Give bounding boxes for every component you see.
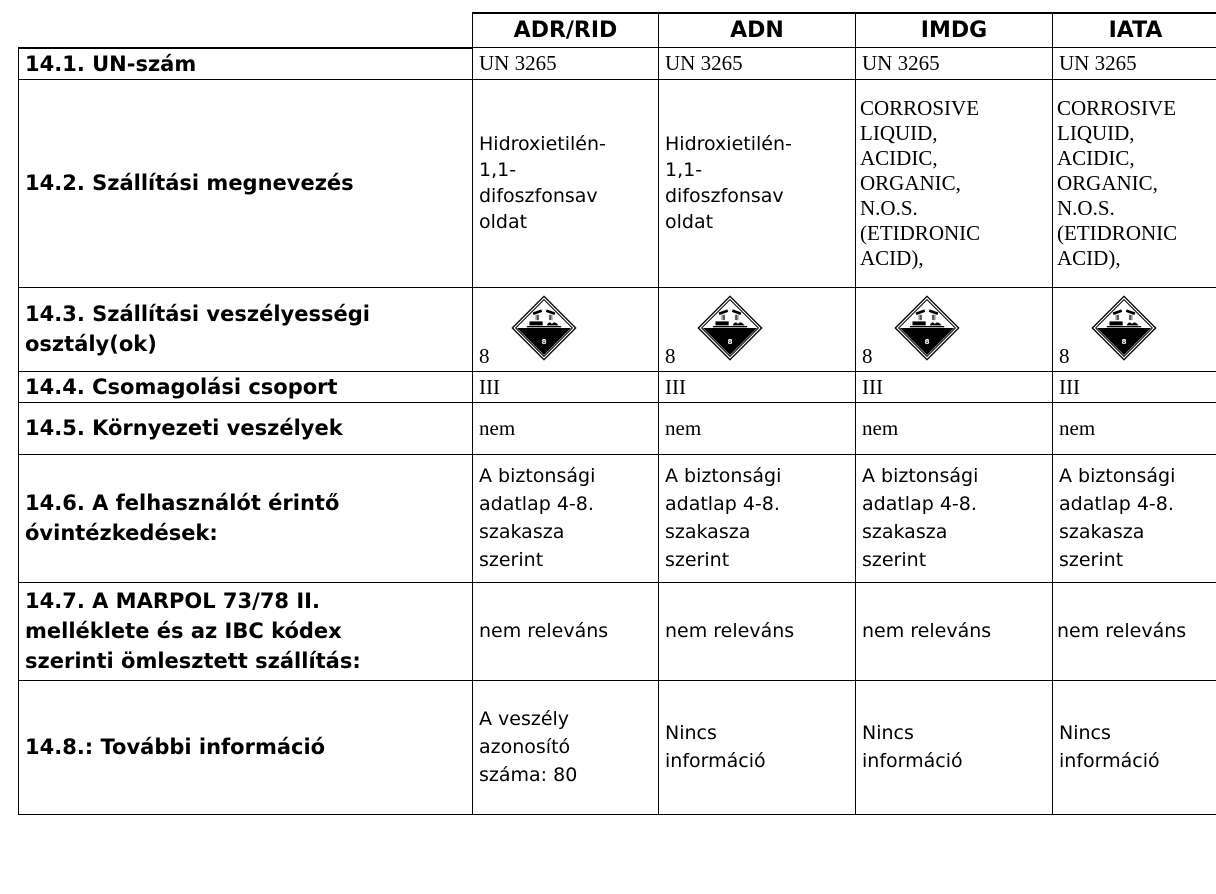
pictogram-class-digit: 8 (727, 336, 733, 346)
line: szerinti ömlesztett szállítás: (25, 649, 361, 673)
line: A biztonsági (665, 465, 782, 487)
value-adr-class (473, 287, 659, 371)
label-precautions (19, 454, 473, 582)
line: szerint (1059, 549, 1124, 571)
line: oldat (479, 211, 528, 233)
line: ACIDIC, (1057, 145, 1135, 170)
value-imdg-un: UN 3265 (856, 48, 1053, 80)
line: 14.6. A felhasználót érintő (25, 491, 340, 515)
line: A veszély (479, 708, 570, 730)
line: ORGANIC, (1057, 170, 1158, 195)
value-iata-un: UN 3265 (1053, 48, 1216, 80)
line: adatlap 4-8. (862, 493, 977, 515)
label-environmental: 14.5. Környezeti veszélyek (19, 402, 473, 454)
row-further-info (19, 680, 1216, 814)
value-iata-class (1053, 287, 1216, 371)
header-adn: ADN (659, 13, 856, 48)
header-empty (19, 13, 473, 48)
line: A biztonsági (479, 465, 596, 487)
value-adr-marpol: nem releváns (473, 582, 659, 680)
label-hazard-class (19, 287, 473, 371)
line: ACID), (860, 245, 924, 270)
line: 14.3. Szállítási veszélyességi (25, 302, 370, 326)
value-iata-name (1053, 79, 1216, 287)
value-imdg-pg: III (856, 371, 1053, 402)
value-adn-prec (659, 454, 856, 582)
line: ACIDIC, (860, 145, 938, 170)
line: szerint (862, 549, 927, 571)
line: Hidroxietilén- (479, 133, 606, 155)
pictogram-class-digit: 8 (924, 336, 930, 346)
line: Nincs (862, 722, 914, 744)
line: óvintézkedések: (25, 521, 218, 545)
value-imdg-name (856, 79, 1053, 287)
line: 14.7. A MARPOL 73/78 II. (25, 589, 320, 613)
line: szerint (479, 549, 544, 571)
line: száma: 80 (479, 764, 578, 786)
corrosive-pictogram-icon (1091, 290, 1157, 366)
value-adn-env: nem (659, 402, 856, 454)
label-marpol (19, 582, 473, 680)
header-imdg: IMDG (856, 13, 1053, 48)
value-adn-name (659, 79, 856, 287)
header-adr-rid: ADR/RID (473, 13, 659, 48)
value-imdg-env: nem (856, 402, 1053, 454)
value-imdg-marpol: nem releváns (856, 582, 1053, 680)
class-number: 8 (1059, 343, 1070, 368)
label-further-info: 14.8.: További információ (19, 680, 473, 814)
label-shipping-name: 14.2. Szállítási megnevezés (19, 79, 473, 287)
value-iata-env: nem (1053, 402, 1216, 454)
line: Nincs (665, 722, 717, 744)
pictogram-class-digit: 8 (1121, 336, 1127, 346)
line: adatlap 4-8. (479, 493, 594, 515)
line: szakasza (1059, 521, 1145, 543)
value-iata-marpol: nem releváns (1053, 582, 1216, 680)
line: információ (862, 750, 963, 772)
corrosive-pictogram-icon (511, 290, 577, 366)
class-number: 8 (862, 343, 873, 368)
line: LIQUID, (860, 120, 938, 145)
line: (ETIDRONIC (860, 220, 981, 245)
line: osztály(ok) (25, 332, 157, 356)
value-adr-env: nem (473, 402, 659, 454)
line: N.O.S. (860, 195, 918, 220)
line: 1,1- (479, 159, 517, 181)
line: N.O.S. (1057, 195, 1115, 220)
line: információ (1059, 750, 1160, 772)
line: szerint (665, 549, 730, 571)
value-adn-info (659, 680, 856, 814)
header-row (19, 13, 1216, 48)
value-adn-marpol: nem releváns (659, 582, 856, 680)
line: A biztonsági (862, 465, 979, 487)
value-adr-un: UN 3265 (473, 48, 659, 80)
value-imdg-info (856, 680, 1053, 814)
header-iata: IATA (1053, 13, 1216, 48)
row-environmental (19, 402, 1216, 454)
line: A biztonsági (1059, 465, 1176, 487)
line: szakasza (479, 521, 565, 543)
line: szakasza (862, 521, 948, 543)
line: Hidroxietilén- (665, 133, 792, 155)
line: ACID), (1057, 245, 1121, 270)
line: adatlap 4-8. (1059, 493, 1174, 515)
transport-info-table (18, 12, 1216, 815)
line: oldat (665, 211, 714, 233)
row-hazard-class (19, 287, 1216, 371)
line: difoszfonsav (479, 185, 598, 207)
label-un-number: 14.1. UN-szám (19, 48, 473, 80)
value-adn-class (659, 287, 856, 371)
row-marpol (19, 582, 1216, 680)
line: difoszfonsav (665, 185, 784, 207)
value-imdg-class (856, 287, 1053, 371)
value-adn-un: UN 3265 (659, 48, 856, 80)
line: CORROSIVE (860, 95, 980, 120)
value-iata-info (1053, 680, 1216, 814)
line: információ (665, 750, 766, 772)
line: LIQUID, (1057, 120, 1135, 145)
line: 1,1- (665, 159, 703, 181)
line: (ETIDRONIC (1057, 220, 1178, 245)
row-shipping-name (19, 79, 1216, 287)
line: szakasza (665, 521, 751, 543)
row-packing-group (19, 371, 1216, 402)
value-iata-pg: III (1053, 371, 1216, 402)
line: ORGANIC, (860, 170, 961, 195)
label-packing-group: 14.4. Csomagolási csoport (19, 371, 473, 402)
row-precautions (19, 454, 1216, 582)
value-adr-prec (473, 454, 659, 582)
value-adr-pg: III (473, 371, 659, 402)
line: melléklete és az IBC kódex (25, 619, 342, 643)
class-number: 8 (479, 343, 490, 368)
line: adatlap 4-8. (665, 493, 780, 515)
value-adr-info (473, 680, 659, 814)
pictogram-class-digit: 8 (541, 336, 547, 346)
value-adn-pg: III (659, 371, 856, 402)
class-number: 8 (665, 343, 676, 368)
value-adr-name (473, 79, 659, 287)
line: azonosító (479, 736, 571, 758)
line: CORROSIVE (1057, 95, 1177, 120)
line: Nincs (1059, 722, 1111, 744)
corrosive-pictogram-icon (894, 290, 960, 366)
corrosive-pictogram-icon (697, 290, 763, 366)
row-un-number (19, 48, 1216, 80)
value-imdg-prec (856, 454, 1053, 582)
value-iata-prec (1053, 454, 1216, 582)
